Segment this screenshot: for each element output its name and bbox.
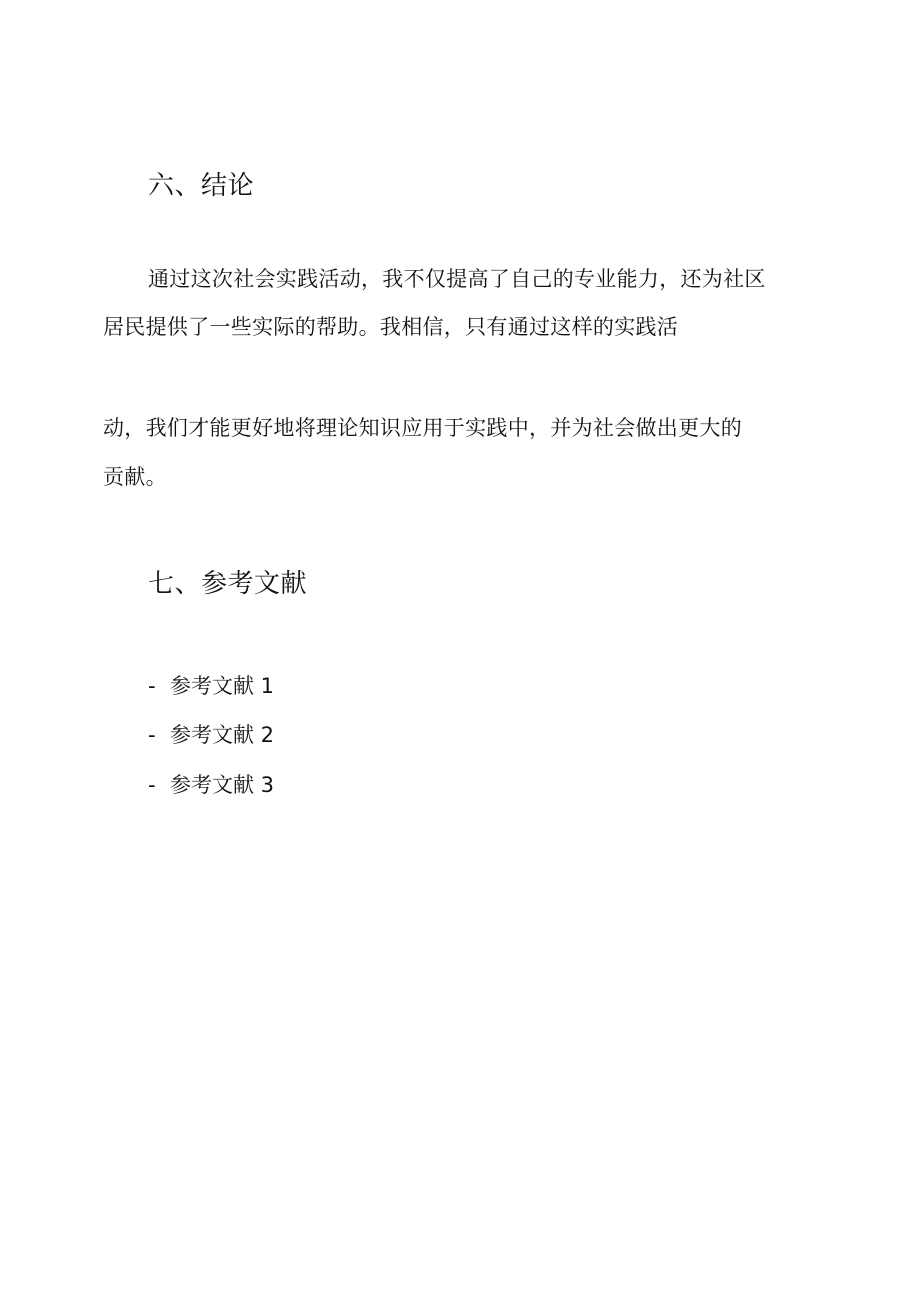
- conclusion-paragraph-line-4: 贡献。: [103, 465, 167, 489]
- reference-label: 参考文献 2: [170, 723, 275, 747]
- section-heading-references: 七、参考文献: [148, 569, 308, 599]
- reference-bullet: -: [148, 723, 156, 747]
- conclusion-paragraph-line-3: 动，我们才能更好地将理论知识应用于实践中，并为社会做出更大的: [103, 416, 742, 440]
- reference-item: [148, 720, 274, 750]
- reference-label: 参考文献 1: [170, 674, 275, 698]
- reference-item: [148, 671, 274, 701]
- conclusion-paragraph-line-2: 居民提供了一些实际的帮助。我相信，只有通过这样的实践活: [103, 315, 679, 339]
- section-heading-conclusion: 六、结论: [148, 171, 255, 201]
- reference-bullet: -: [148, 674, 156, 698]
- reference-label: 参考文献 3: [170, 773, 275, 797]
- conclusion-paragraph-line-1: 通过这次社会实践活动，我不仅提高了自己的专业能力，还为社区: [148, 267, 766, 291]
- reference-item: [148, 770, 274, 800]
- reference-bullet: -: [148, 773, 156, 797]
